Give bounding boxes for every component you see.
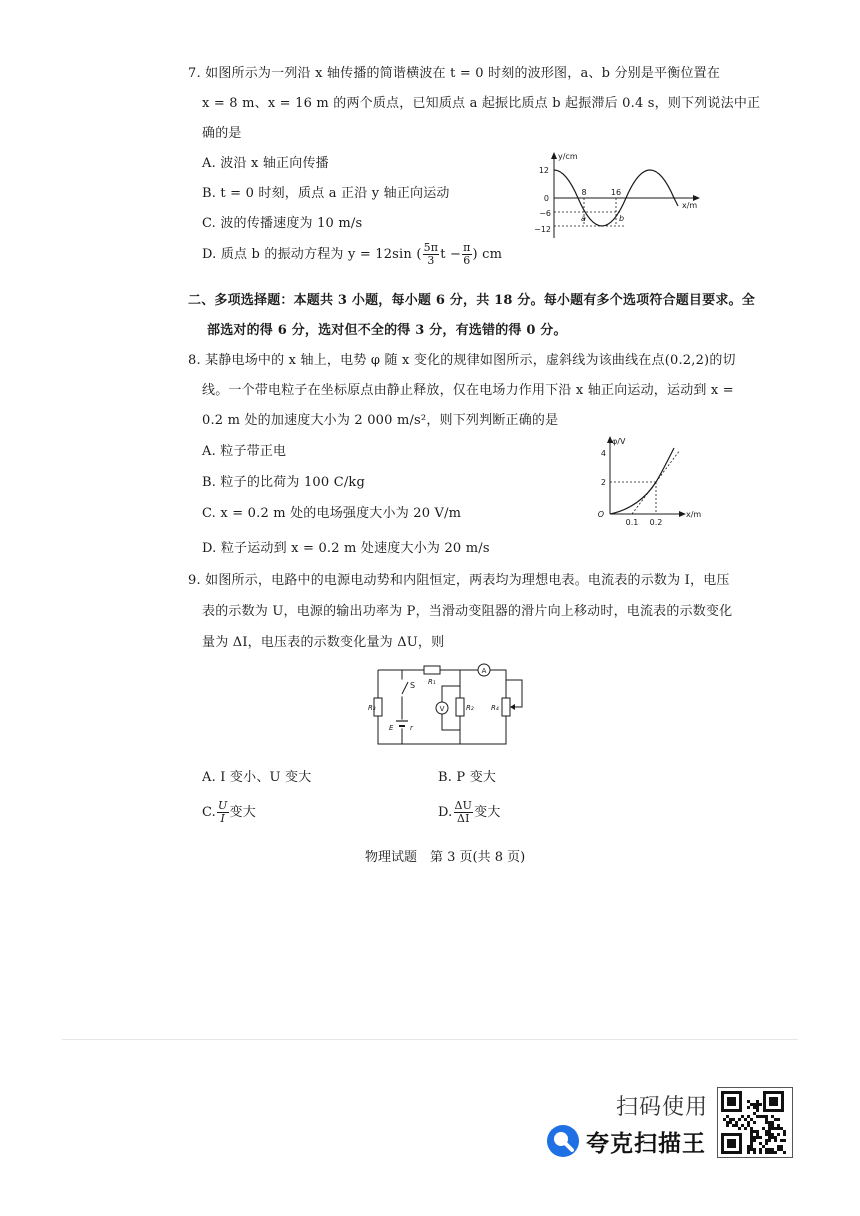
qr-module bbox=[747, 1145, 750, 1148]
q7-d-frac2-num: π bbox=[463, 241, 471, 254]
qr-module bbox=[768, 1151, 771, 1154]
qr-module bbox=[756, 1133, 759, 1136]
q9-voltmeter-label: V bbox=[439, 705, 445, 713]
qr-module bbox=[765, 1151, 768, 1154]
q9-ammeter-label: A bbox=[481, 667, 487, 675]
qr-finder bbox=[769, 1097, 778, 1106]
q9-c-num: U bbox=[218, 799, 228, 812]
qr-finder bbox=[727, 1139, 736, 1148]
qr-module bbox=[747, 1151, 750, 1154]
qr-module bbox=[771, 1148, 774, 1151]
q7-wave-graph bbox=[528, 150, 708, 242]
qr-module bbox=[738, 1127, 741, 1130]
qr-module bbox=[780, 1148, 783, 1151]
q8-option-d: D. 粒子运动到 x = 0.2 m 处速度大小为 20 m/s bbox=[202, 541, 490, 556]
q7-xtick-8: 8 bbox=[581, 188, 587, 197]
qr-module bbox=[765, 1133, 768, 1136]
page-footer: 物理试题 第 3 页(共 8 页) bbox=[365, 850, 526, 865]
q8-xtick-01: 0.1 bbox=[625, 518, 639, 527]
q7-x-label: x/m bbox=[682, 201, 698, 210]
q7-d-post: ) cm bbox=[472, 247, 503, 262]
qr-module bbox=[729, 1118, 732, 1121]
qr-module bbox=[735, 1121, 738, 1124]
q7-xtick-16: 16 bbox=[610, 188, 622, 197]
qr-module bbox=[750, 1145, 753, 1148]
q9-switch-label: S bbox=[410, 681, 416, 690]
qr-module bbox=[750, 1130, 753, 1133]
qr-module bbox=[783, 1133, 786, 1136]
q9-option-c bbox=[202, 800, 256, 825]
q7-d-pre: D. 质点 b 的振动方程为 y = 12sin ( bbox=[202, 247, 422, 262]
qr-module bbox=[780, 1145, 783, 1148]
q8-option-b: B. 粒子的比荷为 100 C/kg bbox=[202, 475, 366, 490]
q9-r2-label: R₂ bbox=[466, 704, 474, 712]
qr-module bbox=[765, 1139, 768, 1142]
q7-d-frac2 bbox=[462, 242, 471, 267]
qr-module bbox=[768, 1127, 771, 1130]
q9-internal-label: r bbox=[410, 724, 413, 732]
qr-module bbox=[777, 1127, 780, 1130]
q9-d-post: 变大 bbox=[474, 805, 501, 820]
qr-module bbox=[750, 1136, 753, 1139]
q9-d-frac bbox=[454, 800, 474, 825]
q8-option-c: C. x = 0.2 m 处的电场强度大小为 20 V/m bbox=[202, 506, 462, 521]
qr-module bbox=[753, 1121, 756, 1124]
qr-module bbox=[774, 1127, 777, 1130]
q7-ytick-0: 0 bbox=[543, 194, 549, 203]
qr-module bbox=[777, 1124, 780, 1127]
qr-module bbox=[747, 1121, 750, 1124]
q9-r4-label: R₄ bbox=[491, 704, 499, 712]
q9-emf-label: E bbox=[389, 724, 394, 732]
qr-module bbox=[783, 1139, 786, 1142]
qr-module bbox=[741, 1115, 744, 1118]
q9-r4-rheostat bbox=[502, 698, 510, 716]
qr-module bbox=[756, 1109, 759, 1112]
qr-module bbox=[768, 1148, 771, 1151]
q8-stem-line2: 线。一个带电粒子在坐标原点由静止释放，仅在电场力作用下沿 x 轴正向运动，运动到 x = bbox=[202, 383, 734, 398]
qr-module bbox=[771, 1127, 774, 1130]
q9-stem-line2: 表的示数为 U，电源的输出功率为 P，当滑动变阻器的滑片向上移动时，电流表的示数变化 bbox=[202, 604, 733, 619]
q9-c-post: 变大 bbox=[229, 805, 256, 820]
qr-module bbox=[753, 1112, 756, 1115]
qr-module bbox=[771, 1136, 774, 1139]
qr-module bbox=[756, 1106, 759, 1109]
qr-module bbox=[726, 1121, 729, 1124]
qr-module bbox=[768, 1130, 771, 1133]
q7-ytick-neg12: −12 bbox=[534, 225, 551, 234]
q7-option-c: C. 波的传播速度为 10 m/s bbox=[202, 216, 363, 231]
q7-point-b: b bbox=[619, 214, 625, 223]
qr-module bbox=[774, 1136, 777, 1139]
qr-module bbox=[729, 1121, 732, 1124]
q9-option-d bbox=[438, 800, 501, 825]
q8-x-arrow bbox=[679, 511, 686, 517]
qr-module bbox=[777, 1148, 780, 1151]
qr-module bbox=[759, 1151, 762, 1154]
qr-module bbox=[750, 1118, 753, 1121]
qr-module bbox=[741, 1124, 744, 1127]
qr-code-icon bbox=[717, 1087, 793, 1158]
q9-c-den: I bbox=[220, 812, 226, 825]
qr-module bbox=[768, 1133, 771, 1136]
q9-d-num: ΔU bbox=[454, 799, 473, 812]
qr-module bbox=[747, 1100, 750, 1103]
q7-d-frac1-den: 3 bbox=[427, 254, 435, 267]
q9-r1-label: R₁ bbox=[428, 678, 436, 686]
qr-module bbox=[738, 1118, 741, 1121]
qr-module bbox=[756, 1136, 759, 1139]
qr-module bbox=[771, 1151, 774, 1154]
qr-module bbox=[747, 1124, 750, 1127]
qr-module bbox=[753, 1136, 756, 1139]
qr-module bbox=[735, 1124, 738, 1127]
qr-module bbox=[765, 1130, 768, 1133]
q8-y-label: φ/V bbox=[612, 437, 626, 446]
qr-module bbox=[732, 1118, 735, 1121]
q7-d-frac1 bbox=[423, 242, 440, 267]
qr-module bbox=[750, 1139, 753, 1142]
q8-x-label: x/m bbox=[686, 510, 702, 519]
qr-module bbox=[756, 1115, 759, 1118]
q8-stem-line3: 0.2 m 处的加速度大小为 2 000 m/s²，则下列判断正确的是 bbox=[202, 413, 559, 428]
qr-module bbox=[768, 1121, 771, 1124]
qr-module bbox=[750, 1127, 753, 1130]
qr-finder bbox=[727, 1097, 736, 1106]
q9-stem-line3: 量为 ΔI，电压表的示数变化量为 ΔU，则 bbox=[202, 635, 445, 650]
q8-stem-line1: 8. 某静电场中的 x 轴上，电势 φ 随 x 变化的规律如图所示，虚斜线为该曲线在点(0.2,2)的切 bbox=[188, 353, 736, 368]
q9-c-pre: C. bbox=[202, 805, 217, 820]
qr-module bbox=[777, 1118, 780, 1121]
q7-point-a: a bbox=[581, 214, 586, 223]
qr-module bbox=[759, 1115, 762, 1118]
q7-stem-line1: 7. 如图所示为一列沿 x 轴传播的简谐横波在 t = 0 时刻的波形图，a、b 分别是平衡位置在 bbox=[188, 66, 721, 81]
qr-module bbox=[768, 1139, 771, 1142]
section2-line2: 部选对的得 6 分，选对但不全的得 3 分，有选错的得 0 分。 bbox=[207, 323, 567, 338]
q9-r2-resistor bbox=[456, 698, 464, 716]
q7-y-arrow bbox=[551, 152, 557, 159]
q7-ytick-neg6: −6 bbox=[539, 209, 551, 218]
qr-module bbox=[774, 1118, 777, 1121]
qr-module bbox=[753, 1130, 756, 1133]
qr-module bbox=[726, 1115, 729, 1118]
q7-d-frac1-num: 5π bbox=[423, 241, 439, 254]
qr-module bbox=[747, 1115, 750, 1118]
qr-module bbox=[768, 1136, 771, 1139]
qr-module bbox=[765, 1142, 768, 1145]
qr-module bbox=[783, 1130, 786, 1133]
q9-d-pre: D. bbox=[438, 805, 453, 820]
qr-module bbox=[780, 1139, 783, 1142]
qr-module bbox=[753, 1106, 756, 1109]
q8-potential-graph bbox=[590, 432, 710, 528]
q9-c-frac bbox=[217, 800, 228, 825]
brand-name: 夸克扫描王 bbox=[586, 1130, 706, 1157]
q9-slider-arrow bbox=[510, 704, 515, 710]
qr-module bbox=[744, 1118, 747, 1121]
q7-option-a: A. 波沿 x 轴正向传播 bbox=[202, 156, 329, 171]
qr-module bbox=[747, 1148, 750, 1151]
qr-module bbox=[756, 1103, 759, 1106]
q9-option-b: B. P 变大 bbox=[438, 770, 497, 785]
qr-module bbox=[753, 1148, 756, 1151]
qr-module bbox=[777, 1145, 780, 1148]
scan-caption: 扫码使用 bbox=[616, 1095, 709, 1120]
qr-module bbox=[759, 1148, 762, 1151]
qr-module bbox=[771, 1121, 774, 1124]
q9-circuit-diagram bbox=[366, 660, 536, 750]
q9-option-a: A. I 变小、U 变大 bbox=[202, 770, 312, 785]
q9-stem-line1: 9. 如图所示，电路中的电源电动势和内阻恒定，两表均为理想电表。电流表的示数为 I，电压 bbox=[188, 573, 730, 588]
brand-logo bbox=[546, 1124, 706, 1158]
q7-option-b: B. t = 0 时刻，质点 a 正沿 y 轴正向运动 bbox=[202, 186, 450, 201]
qr-module bbox=[762, 1115, 765, 1118]
qr-module bbox=[771, 1133, 774, 1136]
quark-logo-icon bbox=[546, 1124, 580, 1158]
divider bbox=[62, 1039, 798, 1040]
qr-module bbox=[732, 1124, 735, 1127]
qr-module bbox=[777, 1133, 780, 1136]
qr-module bbox=[744, 1127, 747, 1130]
section2-line1: 二、多项选择题：本题共 3 小题，每小题 6 分，共 18 分。每小题有多个选项符合题目要求。全 bbox=[188, 293, 755, 308]
q7-ytick-12: 12 bbox=[538, 166, 549, 175]
q8-ytick-4: 4 bbox=[600, 449, 606, 458]
qr-module bbox=[765, 1148, 768, 1151]
q7-stem-line3: 确的是 bbox=[202, 126, 242, 141]
q7-y-label: y/cm bbox=[558, 152, 578, 161]
qr-module bbox=[753, 1103, 756, 1106]
q8-ytick-2: 2 bbox=[600, 478, 606, 487]
qr-module bbox=[765, 1121, 768, 1124]
q8-option-a: A. 粒子带正电 bbox=[202, 444, 287, 459]
q9-r3-label: R₃ bbox=[368, 704, 376, 712]
q8-xtick-02: 0.2 bbox=[649, 518, 663, 527]
q7-option-d bbox=[202, 242, 502, 267]
qr-module bbox=[750, 1142, 753, 1145]
q7-d-frac2-den: 6 bbox=[463, 254, 471, 267]
qr-module bbox=[774, 1151, 777, 1154]
q9-r1-resistor bbox=[424, 666, 440, 674]
qr-module bbox=[747, 1106, 750, 1109]
qr-module bbox=[762, 1127, 765, 1130]
qr-module bbox=[765, 1118, 768, 1121]
qr-module bbox=[723, 1118, 726, 1121]
qr-module bbox=[750, 1133, 753, 1136]
qr-module bbox=[756, 1100, 759, 1103]
qr-module bbox=[726, 1124, 729, 1127]
qr-module bbox=[765, 1115, 768, 1118]
qr-module bbox=[759, 1103, 762, 1106]
qr-module bbox=[774, 1139, 777, 1142]
q9-d-den: ΔI bbox=[456, 812, 470, 825]
q8-origin: O bbox=[597, 510, 604, 519]
qr-module bbox=[780, 1127, 783, 1130]
qr-module bbox=[753, 1139, 756, 1142]
qr-module bbox=[753, 1151, 756, 1154]
q7-stem-line2: x = 8 m、x = 16 m 的两个质点，已知质点 a 起振比质点 b 起振滞后 0.4 s，则下列说法中正 bbox=[202, 96, 761, 111]
qr-module bbox=[771, 1115, 774, 1118]
qr-module bbox=[783, 1151, 786, 1154]
qr-module bbox=[756, 1130, 759, 1133]
qr-module bbox=[768, 1124, 771, 1127]
qr-module bbox=[759, 1136, 762, 1139]
q7-d-mid: t − bbox=[440, 247, 462, 262]
qr-module bbox=[762, 1145, 765, 1148]
qr-module bbox=[759, 1142, 762, 1145]
qr-module bbox=[771, 1124, 774, 1127]
qr-module bbox=[750, 1148, 753, 1151]
qr-module bbox=[750, 1103, 753, 1106]
q8-potential-curve bbox=[610, 448, 674, 514]
